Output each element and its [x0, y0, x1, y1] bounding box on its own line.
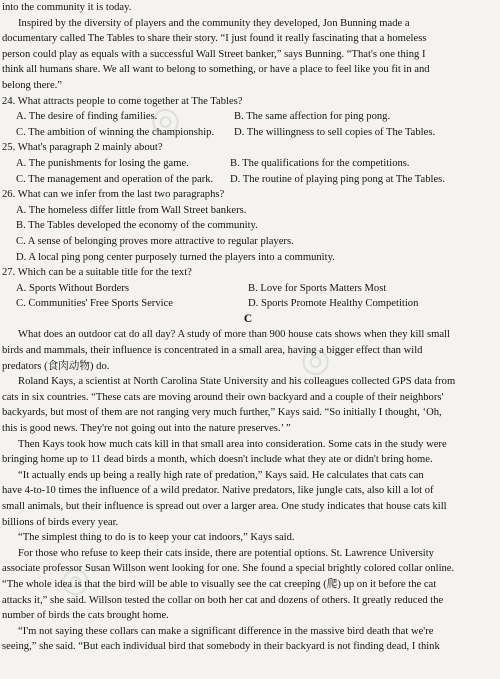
option-b: B. The qualifications for the competitions.	[230, 157, 410, 169]
option-row	[2, 172, 494, 188]
option-row	[2, 296, 494, 312]
text-line: documentary called The Tables to share their story. “I just found it really fascinating that a homeless	[2, 33, 427, 45]
text-line: “The whole idea is that the bird will be able to visually see the cat creeping (爬) up on it before the cat	[2, 578, 437, 590]
option-d: D. The routine of playing ping pong at The Tables.	[230, 173, 445, 185]
option-d: D. A local ping pong center purposely turned the players into a community.	[16, 251, 335, 263]
option-c: C. Communities' Free Sports Service	[16, 298, 173, 310]
option-d: D. The willingness to sell copies of The Tables.	[234, 126, 436, 138]
text-line: associate professor Susan Willson went looking for one. She found a special brightly colored collar online.	[2, 563, 455, 575]
text-line: What does an outdoor cat do all day? A study of more than 900 house cats shows when they kill small	[18, 329, 450, 341]
text-line: belong there.”	[2, 79, 63, 91]
text-line: backyards, but most of them are not ranging very much further,” Kays said. “So initially I thought, ‘Oh,	[2, 407, 442, 419]
text-line: seeing,” she said. “But each individual bird that somebody in their backyard is not finding dead, I think	[2, 641, 440, 653]
text-line: billions of birds every year.	[2, 516, 119, 528]
text-line: “It actually ends up being a really high rate of predation,” Kays said. He calculates that cats can	[18, 469, 424, 481]
text-line: attacks it,” she said. Willson tested the collar on both her cat and dozens of others. It greatly reduced the	[2, 594, 444, 606]
option-row	[2, 109, 494, 125]
text-line: have 4-to-10 times the influence of a wild predator. Native predators, like jungle cats, also kill a lot of	[2, 485, 434, 497]
text-line: “I'm not saying these collars can make a significant difference in the massive bird death that we're	[18, 625, 434, 637]
question-26	[2, 187, 494, 265]
passage-b-ending	[2, 0, 494, 94]
question-stem: 26. What can we infer from the last two paragraphs?	[2, 189, 225, 201]
text-line: into the community it is today.	[2, 2, 132, 13]
watermark-stamp: ◎	[144, 96, 186, 144]
text-line: For those who refuse to keep their cats inside, there are potential options. St. Lawrence University	[18, 547, 434, 559]
text-line: bringing home up to 11 dead birds a month, which doesn't include what they ate or didn't bring home.	[2, 454, 433, 466]
option-row	[2, 281, 494, 297]
option-b: B. Love for Sports Matters Most	[248, 282, 387, 294]
option-c: C. A sense of belonging proves more attractive to regular players.	[16, 235, 294, 247]
question-stem: 24. What attracts people to come together at The Tables?	[2, 95, 243, 107]
option-a: A. The homeless differ little from Wall Street bankers.	[16, 204, 247, 216]
text-line: Inspired by the diversity of players and the community they developed, Jon Bunning made a	[18, 17, 410, 29]
option-a: A. The punishments for losing the game.	[16, 157, 189, 169]
text-line: number of birds the cats brought home.	[2, 610, 169, 622]
question-24	[2, 94, 494, 144]
option-row	[2, 125, 494, 141]
text-line: Then Kays took how much cats kill in that small area into consideration. Some cats in the study were	[18, 438, 447, 450]
option-row	[2, 156, 494, 172]
text-line: birds and mammals, their influence is concentrated in a small area, having a bigger effect than wild	[2, 345, 423, 357]
question-27	[2, 265, 494, 312]
option-d: D. Sports Promote Healthy Competition	[248, 298, 419, 310]
watermark-stamp: ◎	[54, 556, 96, 604]
option-a: A. Sports Without Borders	[16, 282, 129, 294]
watermark-stamp: ◎	[294, 336, 336, 384]
text-line: small animals, but their influence is spread out over a larger area. One study indicates that house cats kill	[2, 501, 447, 512]
text-line: think all humans share. We all want to belong to something, or have a place to feel like you fit in and	[2, 64, 430, 76]
option-c: C. The ambition of winning the championship.	[16, 126, 215, 138]
text-line: this is good news. They're not going out into the nature preserves.’ ”	[2, 423, 291, 435]
section-heading: C	[243, 312, 253, 325]
text-line: cats in six countries. “These cats are moving around their own backyard and a couple of their neighbors'	[2, 391, 444, 403]
question-stem: 25. What's paragraph 2 mainly about?	[2, 142, 163, 154]
option-b: B. The same affection for ping pong.	[234, 111, 391, 123]
text-line: predators (食肉动物) do.	[2, 360, 110, 372]
option-c: C. The management and operation of the park.	[16, 173, 214, 185]
passage-c	[2, 327, 494, 654]
text-line: person could play as equals with a successful Wall Street banker,” says Bunning. “That's one thing I	[2, 48, 426, 60]
option-a: A. The desire of finding families.	[16, 111, 158, 123]
option-b: B. The Tables developed the economy of the community.	[16, 220, 258, 232]
question-25	[2, 140, 494, 187]
text-line: Roland Kays, a scientist at North Carolina State University and his colleagues collected GPS data from	[18, 376, 456, 388]
question-stem: 27. Which can be a suitable title for the text?	[2, 267, 192, 279]
text-line: “The simplest thing to do is to keep your cat indoors,” Kays said.	[18, 532, 295, 544]
